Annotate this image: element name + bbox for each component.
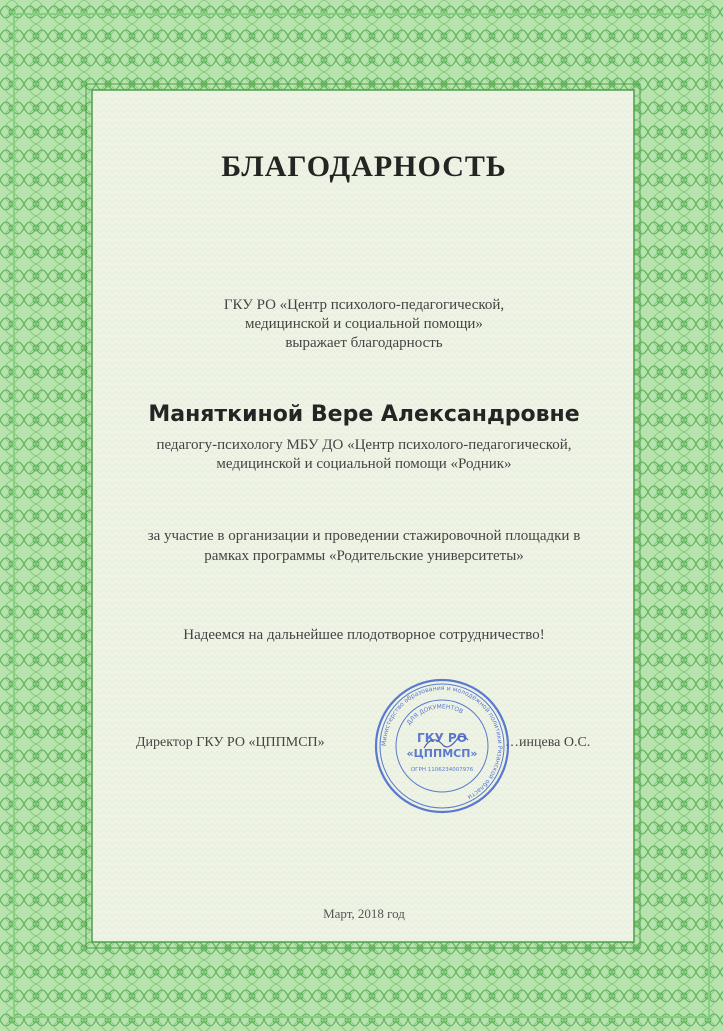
certificate-title: БЛАГОДАРНОСТЬ	[221, 150, 507, 183]
signer-name: …инцева О.С.	[505, 735, 591, 750]
position-line-1: педагогу-психологу МБУ ДО «Центр психолого-педагогической,	[156, 437, 572, 453]
stamp-center-line-1: ГКУ РО	[417, 731, 467, 745]
issuing-organization	[96, 296, 632, 353]
stamp-top-label: ДЛЯ ДОКУМЕНТОВ	[405, 703, 465, 727]
signer-title: Директор ГКУ РО «ЦППМСП»	[136, 735, 325, 750]
closing-line: Надеемся на дальнейшее плодотворное сотрудничество!	[183, 627, 545, 643]
official-stamp	[372, 676, 512, 816]
org-line-1: ГКУ РО «Центр психолого-педагогической,	[223, 297, 505, 313]
recipient-position	[96, 436, 632, 474]
position-line-2: медицинской и социальной помощи «Родник»	[216, 456, 512, 472]
award-reason	[96, 526, 632, 566]
org-line-2: медицинской и социальной помощи»	[245, 316, 483, 332]
reason-line-1: за участие в организации и проведении стажировочной площадки в	[147, 528, 581, 544]
recipient-name: Маняткиной Вере Александровне	[148, 402, 580, 427]
issue-date: Март, 2018 год	[323, 906, 405, 921]
stamp-center-line-2: «ЦППМСП»	[406, 747, 478, 760]
stamp-inn: ОГРН 1106234007976	[410, 767, 474, 773]
stamp-ring-text: Министерство образования и молодёжной политики Рязанской области	[380, 684, 504, 801]
org-line-3: выражает благодарность	[285, 335, 443, 351]
reason-line-2: рамках программы «Родительские университеты»	[204, 548, 524, 564]
